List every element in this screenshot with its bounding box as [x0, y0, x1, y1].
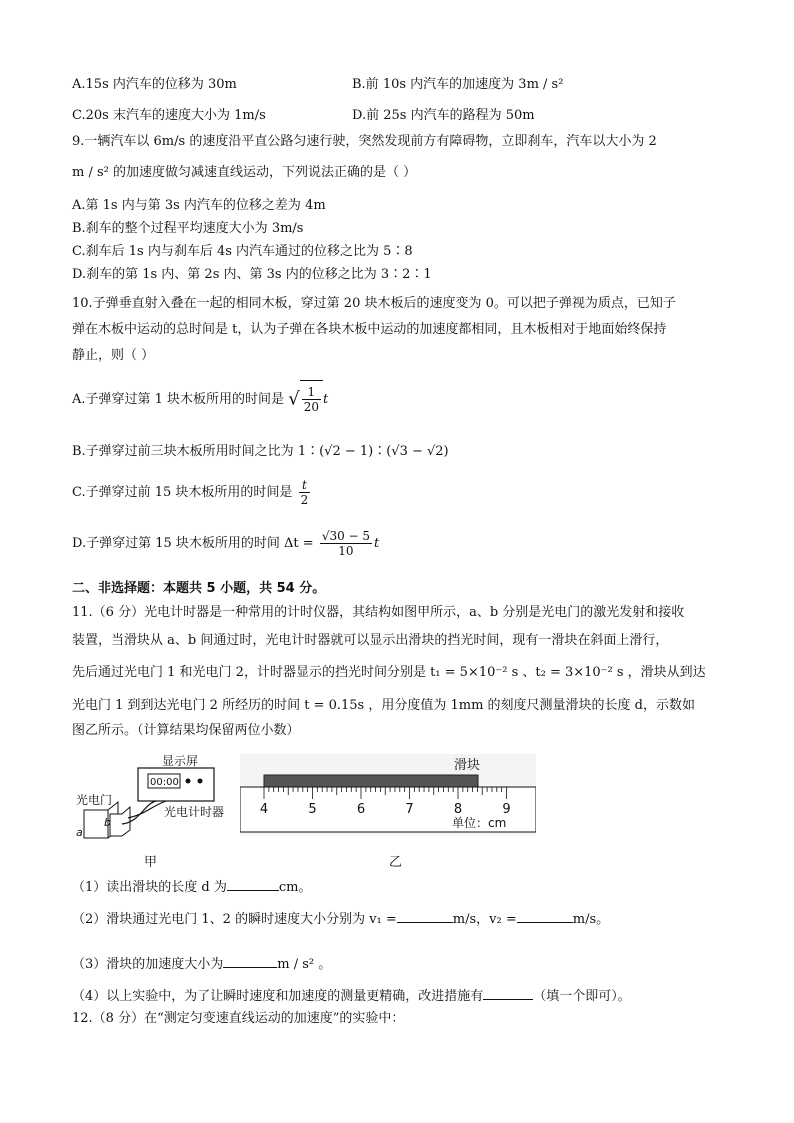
q11-sub3-suffix: m / s² 。	[277, 957, 332, 972]
q9-option-b: B.刹车的整个过程平均速度大小为 3m/s	[72, 221, 304, 236]
q10-option-c	[72, 474, 312, 514]
answer-blank-v2[interactable]	[517, 908, 573, 923]
section-title: 二、非选择题：本题共 5 小题，共 54 分。	[72, 581, 326, 596]
gate-label: 光电门	[76, 793, 113, 807]
q10-a-numerator: 1	[302, 385, 321, 400]
q11-line1: 11.（6 分）光电计时器是一种常用的计时仪器，其结构如图甲所示，a、b 分别是光电门的激光发射和接收	[72, 605, 685, 620]
sqrt-symbol: √	[288, 388, 300, 410]
q8-option-a: A.15s 内汽车的位移为 30m	[72, 77, 237, 92]
q11-sub1-suffix: cm。	[278, 880, 312, 895]
q12-line1: 12.（8 分）在“测定匀变速直线运动的加速度”的实验中：	[72, 1011, 405, 1026]
q8-option-b: B.前 10s 内汽车的加速度为 3m / s²	[352, 77, 564, 92]
q10-d-text: D.子弹穿过第 15 块木板所用的时间 Δt =	[72, 536, 314, 551]
q11-line2: 装置，当滑块从 a、b 间通过时，光电计时器就可以显示出滑块的挡光时间，现有一滑块在斜面上滑行，	[72, 633, 669, 648]
q10-a-var: t	[322, 392, 329, 407]
q9-option-c: C.刹车后 1s 内与刹车后 4s 内汽车通过的位移之比为 5∶8	[72, 244, 413, 259]
q10-d-var: t	[374, 536, 380, 551]
answer-blank-acceleration[interactable]	[223, 953, 277, 968]
q11-sub2-suffix: m/s。	[572, 912, 610, 927]
q10-a-denominator: 20	[303, 400, 319, 414]
ruler-tick-label: 4	[259, 802, 269, 817]
screen-label: 显示屏	[162, 754, 199, 768]
q10-stem-line3: 静止，则（ ）	[72, 348, 155, 363]
q10-option-b: B.子弹穿过前三块木板所用时间之比为 1∶(√2 − 1)∶(√3 − √2)	[72, 444, 449, 459]
ruler-tick-label: 7	[405, 802, 414, 817]
figure-ruler	[240, 754, 536, 836]
answer-blank-d[interactable]	[227, 876, 279, 891]
q8-option-d: D.前 25s 内汽车的路程为 50m	[352, 108, 535, 123]
q10-c-text: C.子弹穿过前 15 块木板所用的时间是	[72, 485, 293, 500]
q9-option-a: A.第 1s 内与第 3s 内汽车的位移之差为 4m	[72, 198, 326, 213]
q11-sub3	[72, 953, 331, 974]
q11-sub4	[72, 985, 631, 1006]
q10-option-d	[72, 524, 379, 568]
q10-c-denominator: 2	[300, 493, 309, 507]
q8-option-c: C.20s 末汽车的速度大小为 1m/s	[72, 108, 266, 123]
q10-stem-line2: 弹在木板中运动的总时间是 t，认为子弹在各块木板中运动的加速度都相同，且木板相对于地面始终保持	[72, 322, 667, 337]
q11-line3: 先后通过光电门 1 和光电门 2，计时器显示的挡光时间分别是 t₁ = 5×10⁻² s 、t₂ = 3×10⁻² s ，滑块从到达	[72, 665, 706, 680]
q11-sub3-prefix: （3）滑块的加速度大小为	[72, 957, 224, 972]
ruler-tick-label: 5	[308, 802, 317, 817]
q10-d-numerator: √30 − 5	[321, 529, 371, 543]
ruler-tick-label: 6	[356, 802, 366, 817]
figure-a-caption: 甲	[144, 855, 158, 870]
knob-icon	[186, 779, 191, 784]
label-a: a	[76, 826, 83, 839]
q10-c-numerator: t	[299, 478, 311, 493]
figure-photogate	[70, 752, 245, 844]
q9-stem-line1: 9.一辆汽车以 6m/s 的速度沿平直公路匀速行驶，突然发现前方有障碍物，立即刹车，汽车以大小为 2	[72, 134, 657, 149]
q11-line5: 图乙所示。（计算结果均保留两位小数）	[72, 723, 300, 738]
q10-option-a	[72, 380, 328, 420]
ruler-tick-label: 9	[502, 802, 511, 817]
q10-d-denominator: 10	[338, 544, 354, 558]
knob-icon	[198, 779, 203, 784]
slider-label: 滑块	[454, 758, 481, 773]
timer-label: 光电计时器	[164, 805, 225, 819]
ruler-tick-label: 8	[453, 802, 463, 817]
answer-blank-v1[interactable]	[397, 908, 453, 923]
ruler-unit: 单位：cm	[452, 816, 507, 830]
q11-line4: 光电门 1 到到达光电门 2 所经历的时间 t = 0.15s ，用分度值为 1mm 的刻度尺测量滑块的长度 d，示数如	[72, 698, 695, 713]
q11-sub2-prefix: （2）滑块通过光电门 1、2 的瞬时速度大小分别为 v₁ =	[72, 912, 397, 927]
q10-stem-line1: 10.子弹垂直射入叠在一起的相同木板，穿过第 20 块木板后的速度变为 0。可以把子弹视为质点，已知子	[72, 296, 676, 311]
display-reading: 00:00	[150, 777, 179, 788]
q9-option-d: D.刹车的第 1s 内、第 2s 内、第 3s 内的位移之比为 3∶2∶1	[72, 267, 432, 282]
figure-b-caption: 乙	[389, 855, 403, 870]
q11-sub1-prefix: （1）读出滑块的长度 d 为	[72, 880, 227, 895]
slider-block	[264, 775, 478, 787]
q11-sub2	[72, 908, 609, 929]
q11-sub4-suffix: （填一个即可）。	[533, 989, 631, 1004]
q9-stem-line2: m / s² 的加速度做匀减速直线运动，下列说法正确的是（ ）	[72, 165, 417, 180]
cable	[128, 801, 166, 818]
q10-a-text: A.子弹穿过第 1 块木板所用的时间是	[72, 392, 285, 407]
label-b: b	[104, 816, 111, 829]
answer-blank-improvement[interactable]	[483, 985, 533, 1000]
q11-sub4-prefix: （4）以上实验中，为了让瞬时速度和加速度的测量更精确，改进措施有	[72, 989, 484, 1004]
q11-sub2-middle: m/s，v₂ =	[452, 912, 517, 927]
q11-sub1	[72, 876, 311, 897]
